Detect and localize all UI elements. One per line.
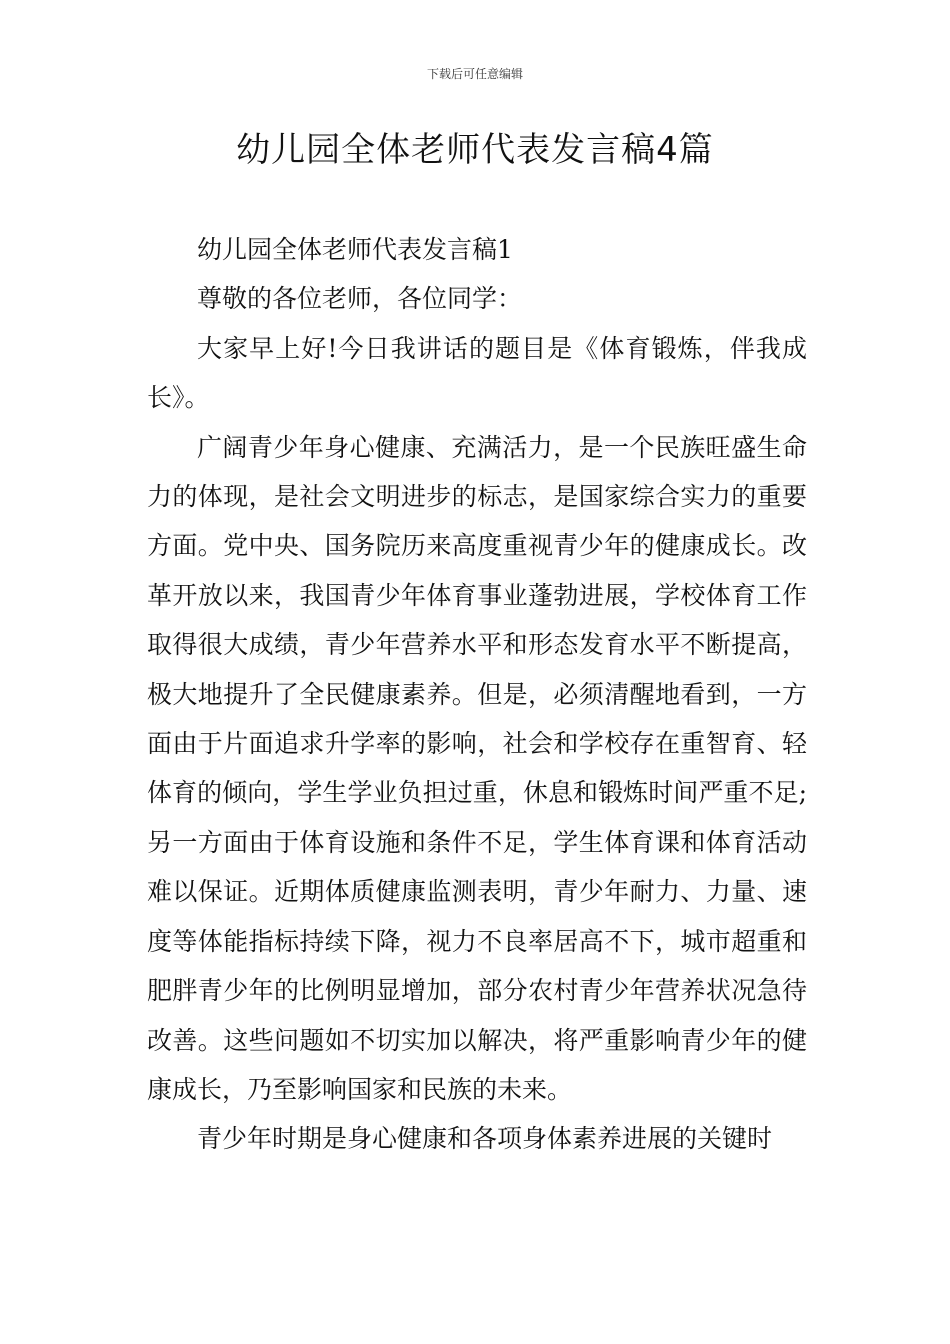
speech-subtitle: 幼儿园全体老师代表发言稿1 — [197, 235, 513, 264]
salutation-paragraph: 尊敬的各位老师，各位同学： — [197, 284, 523, 314]
body-paragraph: 广阔青少年身心健康、充满活力，是一个民族旺盛生命力的体现，是社会文明进步的标志，是国家综合实力的重要方面。党中央、国务院历来高度重视青少年的健康成长。改革开放以来，我国青少年体育事业蓬勃进展，学校体育工作取得很大成绩，青少年营养水平和形态发育水平不断提高，极大地提升了全民健康素养。但是，必须清醒地看到，一方面由于片面追求升学率的影响，社会和学校存在重智育、轻体育的倾向，学生学业负担过重，休息和锻炼时间严重不足;另一方面由于体育设施和条件不足，学生体育课和体育活动难以保证。近期体质健康监测表明，青少年耐力、力量、速度等体能指标持续下降，视力不良率居高不下，城市超重和肥胖青少年的比例明显增加，部分农村青少年营养状况急待改善。这些问题如不切实加以解决，将严重影响青少年的健康成长，乃至影响国家和民族的未来。 — [147, 432, 807, 1104]
document-title: 幼儿园全体老师代表发言稿4篇 — [236, 130, 714, 170]
page-header-note: 下载后可任意编辑 — [426, 67, 523, 81]
document-body — [147, 225, 807, 1164]
body-paragraph-continued: 青少年时期是身心健康和各项身体素养进展的关键时 — [197, 1124, 773, 1154]
opening-paragraph: 大家早上好!今日我讲话的题目是《体育锻炼，伴我成长》。 — [147, 333, 807, 413]
